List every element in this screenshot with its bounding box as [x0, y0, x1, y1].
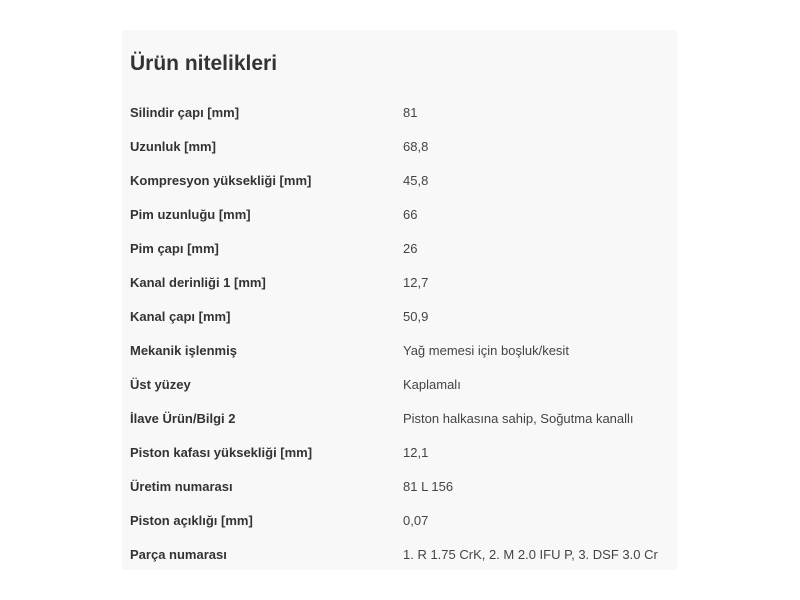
attribute-row	[122, 538, 677, 572]
attribute-label: Uzunluk [mm]	[130, 139, 216, 154]
attribute-label: Üretim numarası	[130, 479, 233, 494]
attribute-label: Pim çapı [mm]	[130, 241, 219, 256]
attribute-row	[122, 368, 677, 402]
attribute-value: Yağ memesi için boşluk/kesit	[403, 343, 569, 358]
attribute-value: 81 L 156	[403, 479, 454, 494]
attribute-label: Kompresyon yüksekliği [mm]	[130, 173, 312, 188]
attribute-value: Kaplamalı	[403, 377, 461, 392]
attribute-label: Mekanik işlenmiş	[130, 343, 237, 358]
attribute-label: İlave Ürün/Bilgi 2	[130, 411, 236, 426]
attribute-row	[122, 266, 677, 300]
attribute-value: 81	[403, 105, 418, 120]
attribute-label: Kanal derinliği 1 [mm]	[130, 275, 266, 290]
attribute-value: Piston halkasına sahip, Soğutma kanallı	[403, 411, 634, 426]
attribute-row	[122, 470, 677, 504]
attribute-row	[122, 130, 677, 164]
attribute-row	[122, 504, 677, 538]
attribute-value: 26	[403, 241, 418, 256]
attribute-row	[122, 334, 677, 368]
attribute-label: Piston açıklığı [mm]	[130, 513, 253, 528]
attribute-label: Silindir çapı [mm]	[130, 105, 240, 120]
attribute-row	[122, 164, 677, 198]
attributes-table	[122, 96, 677, 572]
attribute-value: 12,7	[403, 275, 429, 290]
attribute-label: Üst yüzey	[130, 377, 191, 392]
attribute-value: 66	[403, 207, 418, 222]
attribute-value: 12,1	[403, 445, 429, 460]
attribute-row	[122, 96, 677, 130]
attribute-value: 68,8	[403, 139, 429, 154]
attribute-value: 45,8	[403, 173, 429, 188]
product-attributes-panel	[122, 30, 677, 570]
attribute-label: Piston kafası yüksekliği [mm]	[130, 445, 313, 460]
attribute-row	[122, 300, 677, 334]
attribute-row	[122, 436, 677, 470]
section-title: Ürün nitelikleri	[130, 52, 278, 75]
attribute-label: Kanal çapı [mm]	[130, 309, 231, 324]
attribute-label: Parça numarası	[130, 547, 227, 562]
attribute-row	[122, 232, 677, 266]
attribute-value: 0,07	[403, 513, 429, 528]
attribute-value: 50,9	[403, 309, 429, 324]
attribute-row	[122, 198, 677, 232]
attribute-row	[122, 402, 677, 436]
attribute-value: 1. R 1.75 CrK, 2. M 2.0 IFU P, 3. DSF 3.0 Cr	[403, 547, 658, 562]
attribute-label: Pim uzunluğu [mm]	[130, 207, 251, 222]
